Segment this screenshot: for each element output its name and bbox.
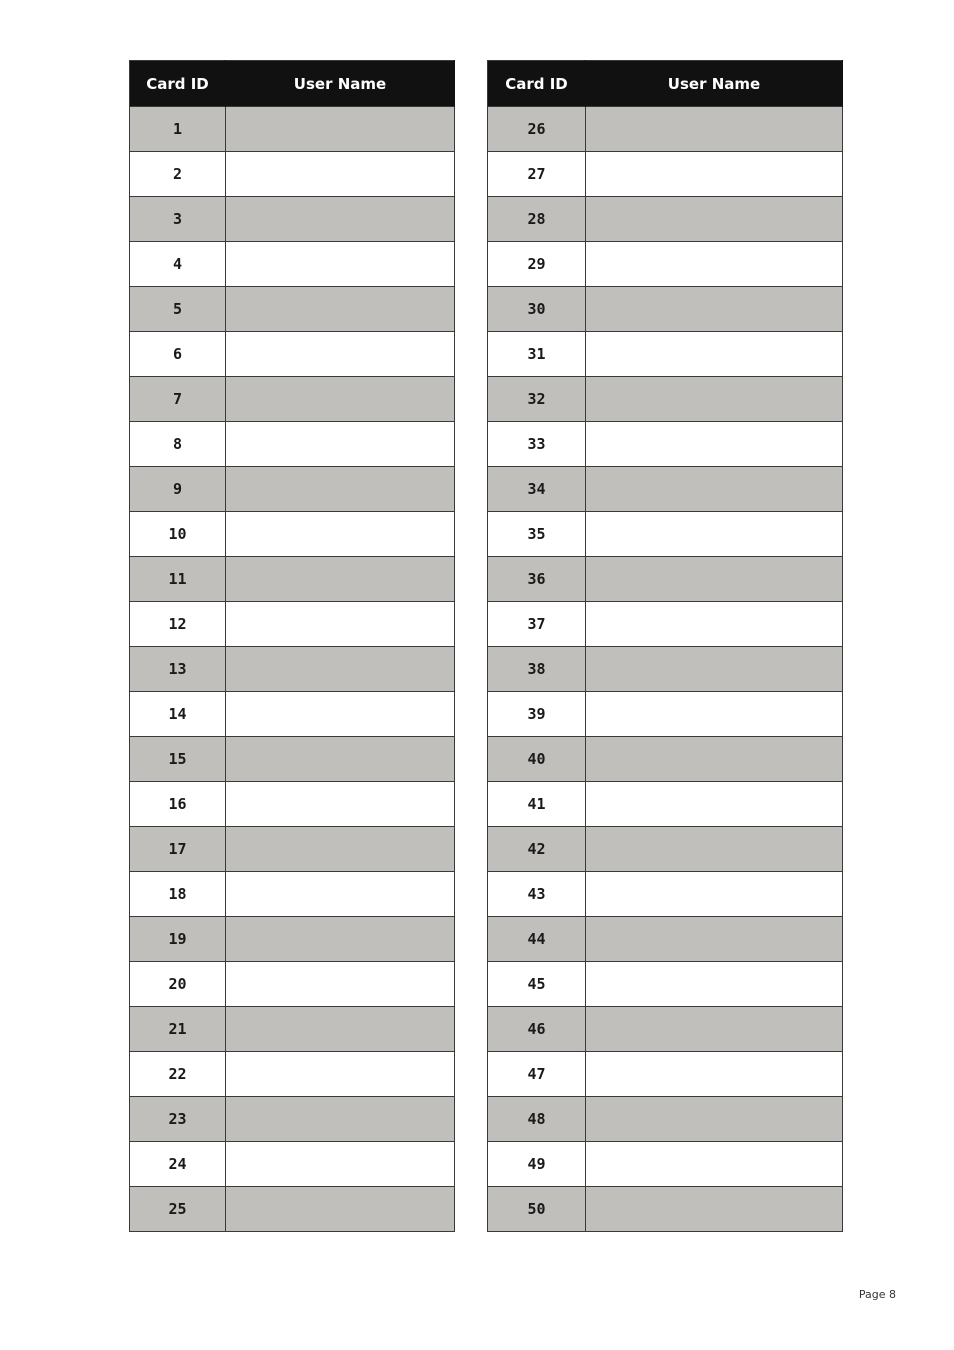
card-id-cell: 46 bbox=[488, 1007, 586, 1052]
card-id-cell: 44 bbox=[488, 917, 586, 962]
card-id-cell: 27 bbox=[488, 152, 586, 197]
user-name-cell[interactable] bbox=[226, 152, 455, 197]
table-row bbox=[488, 602, 843, 647]
table-row bbox=[488, 917, 843, 962]
card-id-cell: 29 bbox=[488, 242, 586, 287]
card-id-cell: 15 bbox=[130, 737, 226, 782]
card-id-cell: 11 bbox=[130, 557, 226, 602]
user-name-cell[interactable] bbox=[226, 827, 455, 872]
table-row bbox=[130, 512, 455, 557]
user-name-cell[interactable] bbox=[226, 332, 455, 377]
user-name-cell[interactable] bbox=[586, 107, 843, 152]
table-row bbox=[488, 1007, 843, 1052]
table-row bbox=[488, 467, 843, 512]
card-id-cell: 33 bbox=[488, 422, 586, 467]
user-name-cell[interactable] bbox=[586, 422, 843, 467]
card-id-cell: 4 bbox=[130, 242, 226, 287]
card-id-cell: 7 bbox=[130, 377, 226, 422]
user-name-cell[interactable] bbox=[586, 242, 843, 287]
table-row bbox=[488, 1142, 843, 1187]
user-name-cell[interactable] bbox=[586, 512, 843, 557]
card-id-cell: 41 bbox=[488, 782, 586, 827]
user-name-cell[interactable] bbox=[226, 782, 455, 827]
user-name-cell[interactable] bbox=[226, 377, 455, 422]
table-row bbox=[130, 197, 455, 242]
user-name-cell[interactable] bbox=[586, 692, 843, 737]
card-id-cell: 50 bbox=[488, 1187, 586, 1232]
table-row bbox=[130, 827, 455, 872]
user-name-header: User Name bbox=[226, 61, 455, 107]
user-name-cell[interactable] bbox=[586, 1052, 843, 1097]
user-name-cell[interactable] bbox=[586, 197, 843, 242]
card-id-cell: 49 bbox=[488, 1142, 586, 1187]
card-id-cell: 2 bbox=[130, 152, 226, 197]
user-name-cell[interactable] bbox=[226, 917, 455, 962]
table-row bbox=[488, 692, 843, 737]
card-id-cell: 45 bbox=[488, 962, 586, 1007]
user-name-cell[interactable] bbox=[226, 1187, 455, 1232]
user-name-cell[interactable] bbox=[226, 287, 455, 332]
table-row bbox=[488, 557, 843, 602]
table-row bbox=[130, 1097, 455, 1142]
table-row bbox=[488, 1097, 843, 1142]
card-id-cell: 28 bbox=[488, 197, 586, 242]
user-name-cell[interactable] bbox=[226, 1097, 455, 1142]
user-name-cell[interactable] bbox=[226, 242, 455, 287]
card-id-cell: 13 bbox=[130, 647, 226, 692]
user-name-cell[interactable] bbox=[226, 692, 455, 737]
table-row bbox=[130, 737, 455, 782]
card-table-left-body bbox=[130, 107, 455, 1232]
card-id-cell: 1 bbox=[130, 107, 226, 152]
user-name-cell[interactable] bbox=[586, 827, 843, 872]
table-row bbox=[130, 647, 455, 692]
card-id-cell: 17 bbox=[130, 827, 226, 872]
table-row bbox=[130, 1187, 455, 1232]
table-row bbox=[488, 737, 843, 782]
card-id-cell: 43 bbox=[488, 872, 586, 917]
card-id-cell: 36 bbox=[488, 557, 586, 602]
card-id-cell: 32 bbox=[488, 377, 586, 422]
card-id-cell: 12 bbox=[130, 602, 226, 647]
table-row bbox=[130, 602, 455, 647]
table-row bbox=[488, 287, 843, 332]
user-name-cell[interactable] bbox=[586, 1097, 843, 1142]
user-name-cell[interactable] bbox=[226, 602, 455, 647]
card-id-cell: 38 bbox=[488, 647, 586, 692]
card-id-cell: 6 bbox=[130, 332, 226, 377]
table-row bbox=[130, 692, 455, 737]
table-row bbox=[488, 332, 843, 377]
user-name-cell[interactable] bbox=[226, 737, 455, 782]
card-table-left bbox=[129, 60, 455, 1232]
table-row bbox=[130, 962, 455, 1007]
card-id-cell: 47 bbox=[488, 1052, 586, 1097]
user-name-cell[interactable] bbox=[586, 602, 843, 647]
card-id-cell: 21 bbox=[130, 1007, 226, 1052]
user-name-cell[interactable] bbox=[586, 647, 843, 692]
user-name-cell[interactable] bbox=[586, 782, 843, 827]
user-name-cell[interactable] bbox=[586, 1007, 843, 1052]
card-id-cell: 34 bbox=[488, 467, 586, 512]
card-table-right bbox=[487, 60, 843, 1232]
card-id-cell: 14 bbox=[130, 692, 226, 737]
user-name-cell[interactable] bbox=[586, 152, 843, 197]
card-id-cell: 5 bbox=[130, 287, 226, 332]
table-header-row bbox=[488, 61, 843, 107]
table-row bbox=[130, 872, 455, 917]
user-name-cell[interactable] bbox=[586, 737, 843, 782]
card-id-cell: 30 bbox=[488, 287, 586, 332]
user-name-cell[interactable] bbox=[226, 197, 455, 242]
user-name-cell[interactable] bbox=[586, 1142, 843, 1187]
table-row bbox=[488, 197, 843, 242]
user-name-cell[interactable] bbox=[226, 512, 455, 557]
card-id-cell: 9 bbox=[130, 467, 226, 512]
card-id-cell: 40 bbox=[488, 737, 586, 782]
card-id-cell: 39 bbox=[488, 692, 586, 737]
table-row bbox=[130, 152, 455, 197]
table-row bbox=[130, 422, 455, 467]
user-name-cell[interactable] bbox=[586, 467, 843, 512]
table-row bbox=[130, 287, 455, 332]
user-name-cell[interactable] bbox=[226, 872, 455, 917]
table-row bbox=[130, 242, 455, 287]
table-row bbox=[488, 647, 843, 692]
user-name-cell[interactable] bbox=[586, 1187, 843, 1232]
table-row bbox=[130, 1007, 455, 1052]
table-row bbox=[130, 107, 455, 152]
user-name-cell[interactable] bbox=[586, 287, 843, 332]
card-id-cell: 23 bbox=[130, 1097, 226, 1142]
card-id-cell: 37 bbox=[488, 602, 586, 647]
card-id-cell: 22 bbox=[130, 1052, 226, 1097]
card-id-header: Card ID bbox=[488, 61, 586, 107]
table-row bbox=[488, 872, 843, 917]
user-name-cell[interactable] bbox=[226, 467, 455, 512]
table-row bbox=[130, 917, 455, 962]
card-id-cell: 16 bbox=[130, 782, 226, 827]
user-name-cell[interactable] bbox=[586, 332, 843, 377]
table-row bbox=[130, 1052, 455, 1097]
table-row bbox=[488, 1052, 843, 1097]
card-id-cell: 26 bbox=[488, 107, 586, 152]
table-row bbox=[130, 467, 455, 512]
user-name-cell[interactable] bbox=[226, 422, 455, 467]
table-row bbox=[488, 782, 843, 827]
page-number: Page 8 bbox=[858, 1288, 896, 1301]
table-row bbox=[488, 422, 843, 467]
card-id-cell: 19 bbox=[130, 917, 226, 962]
card-id-cell: 24 bbox=[130, 1142, 226, 1187]
table-row bbox=[488, 152, 843, 197]
table-row bbox=[488, 377, 843, 422]
card-table-right-body bbox=[488, 107, 843, 1232]
card-id-cell: 10 bbox=[130, 512, 226, 557]
card-id-cell: 3 bbox=[130, 197, 226, 242]
table-header-row bbox=[130, 61, 455, 107]
table-row bbox=[130, 782, 455, 827]
user-name-cell[interactable] bbox=[226, 1052, 455, 1097]
card-id-cell: 48 bbox=[488, 1097, 586, 1142]
card-id-cell: 20 bbox=[130, 962, 226, 1007]
table-row bbox=[130, 332, 455, 377]
user-name-cell[interactable] bbox=[226, 647, 455, 692]
user-name-cell[interactable] bbox=[586, 377, 843, 422]
card-id-cell: 8 bbox=[130, 422, 226, 467]
user-name-cell[interactable] bbox=[226, 1007, 455, 1052]
user-name-cell[interactable] bbox=[586, 557, 843, 602]
user-name-cell[interactable] bbox=[586, 872, 843, 917]
card-id-header: Card ID bbox=[130, 61, 226, 107]
user-name-cell[interactable] bbox=[226, 557, 455, 602]
table-row bbox=[488, 1187, 843, 1232]
table-row bbox=[488, 827, 843, 872]
user-name-header: User Name bbox=[586, 61, 843, 107]
user-name-cell[interactable] bbox=[226, 962, 455, 1007]
card-id-cell: 31 bbox=[488, 332, 586, 377]
table-row bbox=[488, 962, 843, 1007]
card-id-cell: 42 bbox=[488, 827, 586, 872]
user-name-cell[interactable] bbox=[586, 962, 843, 1007]
table-row bbox=[130, 557, 455, 602]
user-name-cell[interactable] bbox=[226, 1142, 455, 1187]
table-row bbox=[130, 1142, 455, 1187]
user-name-cell[interactable] bbox=[226, 107, 455, 152]
table-row bbox=[130, 377, 455, 422]
table-row bbox=[488, 107, 843, 152]
card-id-cell: 35 bbox=[488, 512, 586, 557]
card-id-cell: 25 bbox=[130, 1187, 226, 1232]
user-name-cell[interactable] bbox=[586, 917, 843, 962]
table-row bbox=[488, 242, 843, 287]
table-row bbox=[488, 512, 843, 557]
card-id-cell: 18 bbox=[130, 872, 226, 917]
